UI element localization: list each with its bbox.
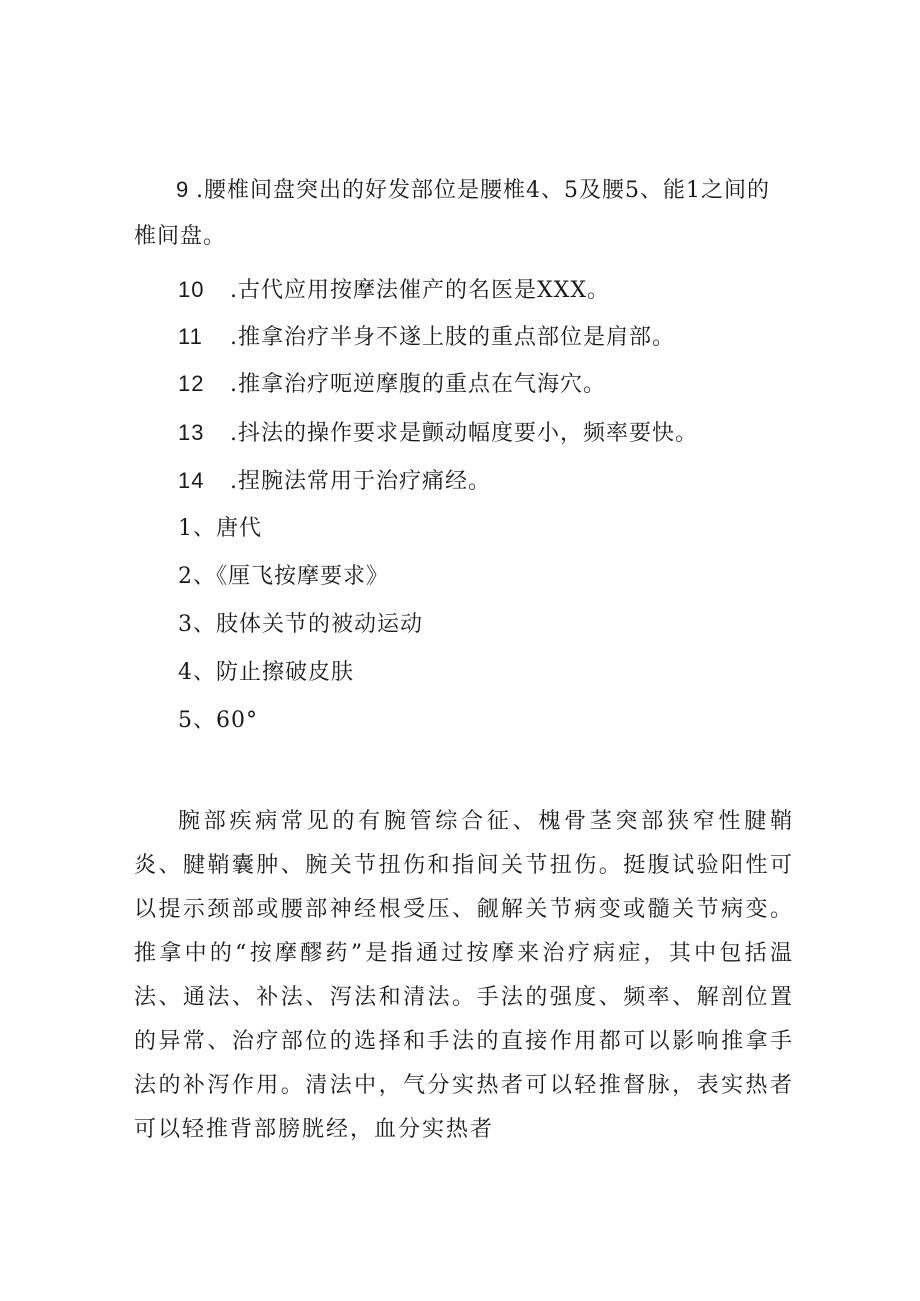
question-number: 9	[176, 177, 190, 202]
question-text: .腰椎间盘突出的好发部位是腰椎4、5及腰5、能1之间的	[196, 178, 770, 203]
question-11	[178, 322, 675, 353]
answer-2: 2、《厘飞按摩要求》	[178, 564, 389, 589]
question-14	[178, 466, 491, 497]
question-text: .捏腕法常用于治疗痛经。	[230, 469, 491, 494]
question-number: 14	[178, 468, 205, 493]
question-9	[176, 175, 770, 206]
question-text: .推拿治疗呃逆摩腹的重点在气海穴。	[230, 372, 606, 397]
answer-1: 1、唐代	[178, 516, 262, 541]
question-number: 13	[178, 420, 205, 445]
question-number: 11	[178, 324, 203, 349]
question-number: 10	[178, 277, 205, 302]
body-paragraph: 腕部疾病常见的有腕管综合征、槐骨茎突部狭窄性腱鞘炎、腱鞘囊肿、腕关节扭伤和指间关节扭伤。挺腹试验阳性可以提示颈部或腰部神经根受压、觎解关节病变或髓关节病变。推拿中的“按摩醪药”是指通过按摩来治疗病症，其中包括温法、通法、补法、泻法和清法。手法的强度、频率、解剖位置的异常、治疗部位的选择和手法的直接作用都可以影响推拿手法的补泻作用。清法中，气分实热者可以轻推督脉，表实热者可以轻推背部膀胱经，血分实热者	[134, 809, 794, 1142]
question-text: .推拿治疗半身不遂上肢的重点部位是肩部。	[230, 325, 675, 350]
question-9-continuation: 椎间盘。	[134, 224, 227, 249]
question-12	[178, 369, 606, 400]
question-number: 12	[178, 371, 205, 396]
question-text: .古代应用按摩法催产的名医是XXX。	[230, 278, 610, 303]
answer-5: 5、60°	[178, 708, 258, 733]
question-text: .抖法的操作要求是颤动幅度要小，频率要快。	[230, 421, 698, 446]
question-13	[178, 418, 698, 449]
question-10	[178, 275, 610, 306]
answer-4: 4、防止擦破皮肤	[178, 660, 354, 685]
answer-3: 3、肢体关节的被动运动	[178, 612, 423, 637]
